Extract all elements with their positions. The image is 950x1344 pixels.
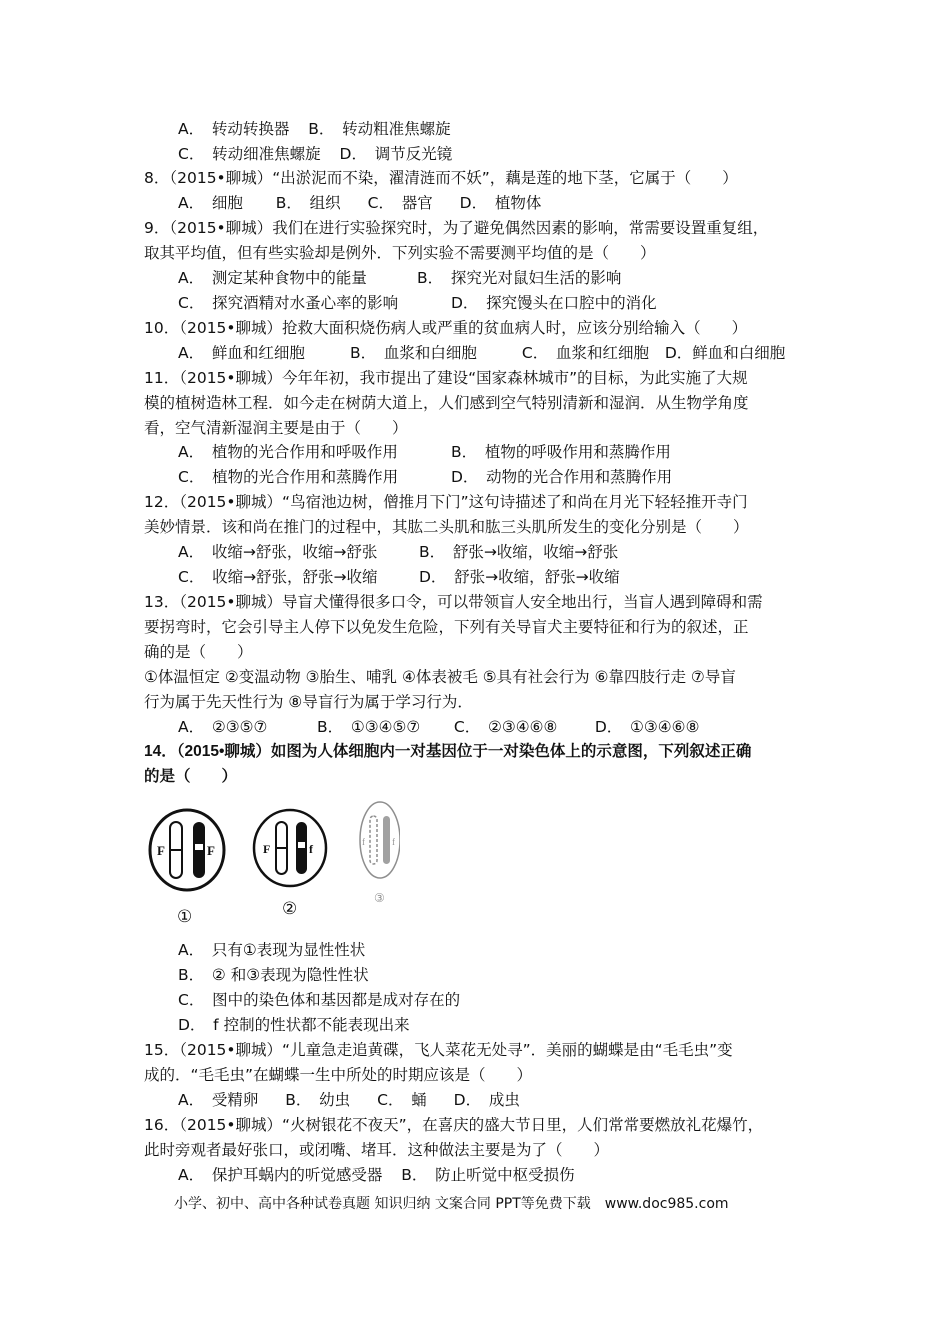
cell-3-diagram: [360, 802, 400, 905]
q9-options-row2: [178, 293, 657, 313]
q8-stem: 8．（2015•聊城）“出淤泥而不染，濯清涟而不妖”，藕是莲的地下茎，它属于（ ）: [144, 169, 738, 187]
q13-items-line1: ①体温恒定 ②变温动物 ③胎生、哺乳 ④体表被毛 ⑤具有社会行为 ⑥靠四肢行走 ⑦导盲: [144, 668, 736, 686]
q13-stem-line2: 要拐弯时，它会引导主人停下以免发生危险，下列有关导盲犬主要特征和行为的叙述，正: [144, 618, 749, 636]
q16-stem-line2: 此时旁观者最好张口，或闭嘴、堵耳．这种做法主要是为了（ ）: [144, 1141, 610, 1159]
cell-1-right-gene: F: [207, 843, 215, 858]
cell-3-number: ③: [374, 891, 385, 905]
q11-option-c: C． 植物的光合作用和蒸腾作用: [178, 468, 399, 486]
q11-option-b: B． 植物的呼吸作用和蒸腾作用: [450, 443, 671, 461]
cell-1-left-gene: F: [157, 843, 165, 858]
q7-options-row2: [178, 144, 452, 164]
q7-option-d: D． 调节反光镜: [339, 145, 453, 163]
q14-option-a: A． 只有①表现为显性性状: [178, 941, 366, 959]
q14-stem-line2: 的是（ ）: [144, 768, 238, 785]
q11-option-d: D． 动物的光合作用和蒸腾作用: [450, 468, 673, 486]
chromosome-figure: [140, 800, 400, 930]
q10-option-d: D．鲜血和白细胞: [664, 344, 786, 362]
q13-option-a: A． ②③⑤⑦: [178, 718, 268, 736]
q12-stem-line1: 12．（2015•聊城）“鸟宿池边树，僧推月下门”这句诗描述了和尚在月光下轻轻推开寺门: [144, 493, 748, 511]
q11-stem-line1: 11．（2015•聊城）今年年初，我市提出了建设“国家森林城市”的目标，为此实施了大规: [144, 369, 748, 387]
q11-stem-line2: 模的植树造林工程．如今走在树荫大道上，人们感到空气特别清新和湿润．从生物学角度: [144, 394, 749, 412]
q15-options: [178, 1090, 520, 1110]
q13-option-d: D． ①③④⑥⑧: [594, 718, 700, 736]
q11-stem-line3: 看，空气清新湿润主要是由于（ ）: [144, 419, 408, 437]
q12-stem-line2: 美妙情景．该和尚在推门的过程中，其肱二头肌和肱三头肌所发生的变化分别是（ ）: [144, 518, 749, 536]
q10-options: [178, 343, 785, 363]
q15-option-a: A． 受精卵: [178, 1091, 259, 1109]
cell-2-right-gene: f: [309, 842, 313, 856]
cell-3-left-gene: f: [362, 837, 365, 847]
q16-option-b: B． 防止听觉中枢受损伤: [401, 1166, 575, 1184]
q13-option-b: B． ①③④⑤⑦: [316, 718, 421, 736]
q10-option-b: B． 血浆和白细胞: [349, 344, 477, 362]
q9-option-d: D． 探究馒头在口腔中的消化: [450, 294, 657, 312]
q12-option-b: B． 舒张→收缩，收缩→舒张: [418, 543, 619, 561]
q15-stem-line1: 15．（2015•聊城）“儿童急走追黄碟，飞人菜花无处寻”．美丽的蝴蝶是由“毛毛虫”变: [144, 1041, 733, 1059]
q13-stem-line1: 13．（2015•聊城）导盲犬懂得很多口令，可以带领盲人安全地出行，当盲人遇到障碍和需: [144, 593, 763, 611]
q7-option-a: A． 转动转换器: [178, 120, 290, 138]
cell-1-diagram: [150, 810, 224, 927]
page-footer: 小学、初中、高中各种试卷真题 知识归纳 文案合同 PPT等免费下载 www.doc985.com: [174, 1196, 729, 1212]
q8-option-a: A． 细胞: [178, 194, 243, 212]
q11-options-row2: [178, 467, 672, 487]
q14-stem-line1: 14．（2015•聊城）如图为人体细胞内一对基因位于一对染色体上的示意图，下列叙述正确: [144, 743, 752, 760]
cell-3-right-gene: f: [392, 837, 395, 847]
q7-options-row1: [178, 119, 451, 139]
q9-option-c: C． 探究酒精对水蚤心率的影响: [178, 294, 399, 312]
q9-stem-line2: 取其平均值，但有些实验却是例外．下列实验不需要测平均值的是（ ）: [144, 244, 656, 262]
cell-2-left-gene: F: [263, 842, 271, 856]
q9-option-a: A． 测定某种食物中的能量: [178, 269, 367, 287]
q16-option-a: A． 保护耳蜗内的听觉感受器: [178, 1166, 383, 1184]
q9-option-b: B． 探究光对鼠妇生活的影响: [416, 269, 622, 287]
q15-option-b: B． 幼虫: [285, 1091, 351, 1109]
q8-option-d: D． 植物体: [459, 194, 542, 212]
q13-stem-line3: 确的是（ ）: [144, 643, 253, 661]
q14-option-c: C． 图中的染色体和基因都是成对存在的: [178, 991, 461, 1009]
q11-option-a: A． 植物的光合作用和呼吸作用: [178, 443, 398, 461]
q16-stem-line1: 16．（2015•聊城）“火树银花不夜天”，在喜庆的盛大节日里，人们常常要燃放礼花爆竹，: [144, 1116, 764, 1134]
q12-option-c: C． 收缩→舒张，舒张→收缩: [178, 568, 378, 586]
q8-options: [178, 193, 541, 213]
q10-option-a: A． 鲜血和红细胞: [178, 344, 305, 362]
cell-2-diagram: [254, 810, 326, 919]
q16-options-row1: [178, 1165, 575, 1185]
q8-option-b: B． 组织: [275, 194, 341, 212]
q14-option-b: B． ② 和③表现为隐性性状: [178, 966, 369, 984]
cell-2-number: ②: [282, 899, 298, 919]
q15-option-d: D． 成虫: [453, 1091, 520, 1109]
q9-options-row1: [178, 268, 621, 288]
q13-option-c: C． ②③④⑥⑧: [453, 718, 558, 736]
q15-stem-line2: 成的．“毛毛虫”在蝴蝶一生中所处的时期应该是（ ）: [144, 1066, 533, 1084]
q9-stem-line1: 9．（2015•聊城）我们在进行实验探究时，为了避免偶然因素的影响，常需要设置重复组，: [144, 219, 769, 237]
q7-option-c: C． 转动细准焦螺旋: [178, 145, 321, 163]
q12-option-a: A． 收缩→舒张，收缩→舒张: [178, 543, 378, 561]
q10-option-c: C． 血浆和红细胞: [521, 344, 649, 362]
q12-options-row1: [178, 542, 618, 562]
cell-1-number: ①: [177, 907, 193, 927]
q8-option-c: C． 器官: [367, 194, 433, 212]
q7-option-b: B． 转动粗准焦螺旋: [308, 120, 451, 138]
q10-stem: 10．（2015•聊城）抢救大面积烧伤病人或严重的贫血病人时，应该分别给输入（ ）: [144, 319, 748, 337]
q13-options: [178, 717, 699, 737]
q14-option-d: D． f 控制的性状都不能表现出来: [178, 1016, 410, 1034]
q11-options-row1: [178, 442, 671, 462]
q12-option-d: D． 舒张→收缩，舒张→收缩: [418, 568, 620, 586]
q13-items-line2: 行为属于先天性行为 ⑧导盲行为属于学习行为．: [144, 693, 473, 711]
q15-option-c: C． 蛹: [377, 1091, 427, 1109]
q12-options-row2: [178, 567, 620, 587]
